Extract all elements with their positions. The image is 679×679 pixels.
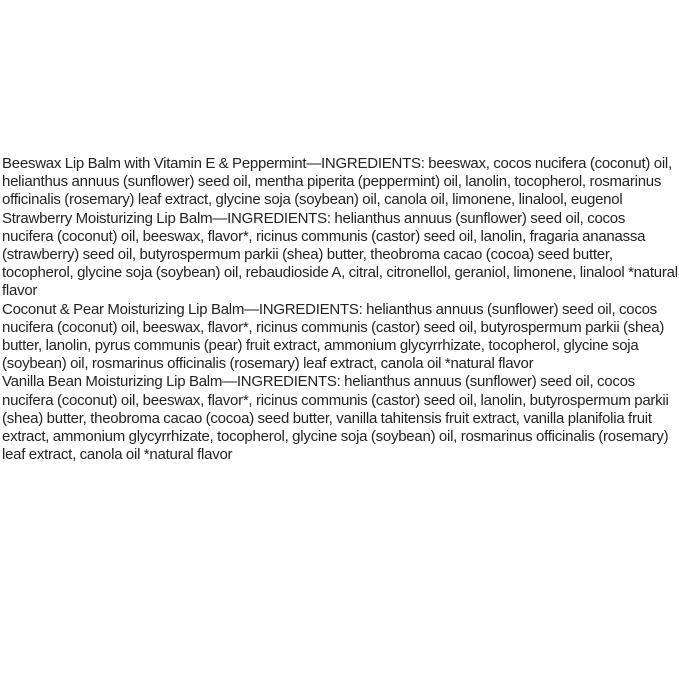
ingredients-paragraph-beeswax-peppermint: Beeswax Lip Balm with Vitamin E & Peppermint—INGREDIENTS: beeswax, cocos nucifera (coconut) oil, helianthus annuus (sunflower) seed oil, mentha piperita (peppermint) oil, lanolin, tocopherol, rosmarinus officinalis (rosemary) leaf extract, glycine soja (soybean) oil, canola oil, limonene, linalool, eugenol (2, 155, 672, 209)
ingredients-label (2, 155, 678, 464)
ingredients-paragraph-strawberry: Strawberry Moisturizing Lip Balm—INGREDIENTS: helianthus annuus (sunflower) seed oil, cocos nucifera (coconut) oil, beeswax, flavor*, ricinus communis (castor) seed oil, lanolin, fragaria ananassa (strawberry) seed oil, butyrospermum parkii (shea) butter, theobroma cacao (cocoa) seed butter, tocopherol, glycine soja (soybean) oil, rebaudioside A, citral, citronellol, geraniol, limonene, linalool *natural flavor (2, 209, 678, 300)
ingredients-paragraph-coconut-pear: Coconut & Pear Moisturizing Lip Balm—INGREDIENTS: helianthus annuus (sunflower) seed oil, cocos nucifera (coconut) oil, beeswax, flavor*, ricinus communis (castor) seed oil, butyrospermum parkii (shea) butter, lanolin, pyrus communis (pear) fruit extract, ammonium glycyrrhizate, tocopherol, glycine soja (soybean) oil, rosmarinus officinalis (rosemary) leaf extract, canola oil *natural flavor (2, 300, 665, 373)
ingredients-paragraph-vanilla-bean: Vanilla Bean Moisturizing Lip Balm—INGREDIENTS: helianthus annuus (sunflower) seed oil, cocos nucifera (coconut) oil, beeswax, flavor*, ricinus communis (castor) seed oil, lanolin, butyrospermum parkii (shea) butter, theobroma cacao (cocoa) seed butter, vanilla tahitensis fruit extract, vanilla planifolia fruit extract, ammonium glycyrrhizate, tocopherol, glycine soja (soybean) oil, rosmarinus officinalis (rosemary) leaf extract, canola oil *natural flavor (2, 373, 669, 464)
